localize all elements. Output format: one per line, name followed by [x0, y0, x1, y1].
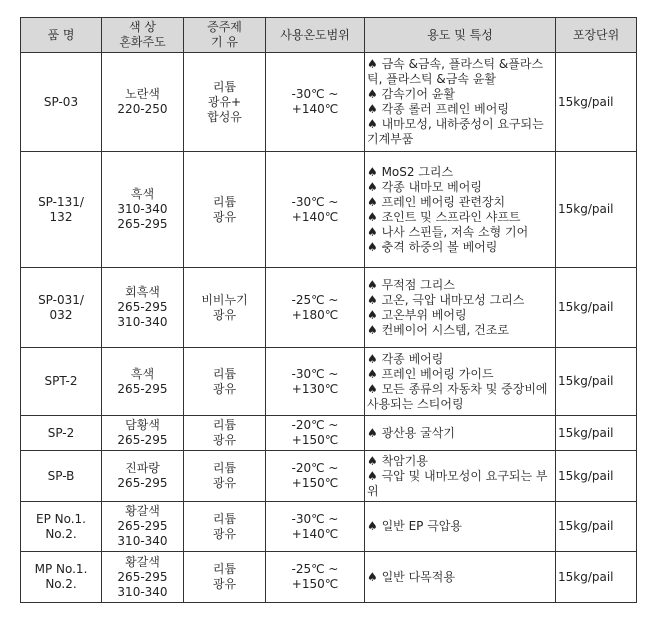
spec-table-wrapper — [20, 17, 637, 603]
table-row — [21, 416, 637, 451]
header-temperature-range: 사용온도범위 — [266, 18, 365, 53]
color-consistency: 진파랑 265-295 — [102, 451, 184, 502]
table-row — [21, 348, 637, 416]
header-thickener-base-oil: 증주제 기 유 — [184, 18, 266, 53]
usage-item: ♠ 일반 다목적용 — [367, 569, 455, 584]
table-row — [21, 451, 637, 502]
color-consistency: 회흑색 265-295 310-340 — [102, 268, 184, 348]
usage-item: ♠ 감속기어 윤활 — [367, 87, 455, 101]
packaging-unit: 15kg/pail — [556, 451, 637, 502]
usage-item: ♠ 각종 베어링 — [367, 351, 444, 366]
usage-item: ♠ 충격 하중의 볼 베어링 — [367, 239, 498, 254]
product-name: SP-B — [21, 451, 102, 502]
packaging-unit: 15kg/pail — [556, 53, 637, 152]
packaging-unit: 15kg/pail — [556, 416, 637, 451]
thickener-base-oil: 리튬 광유 — [184, 348, 266, 416]
usage-item: ♠ 착암기용 — [367, 453, 428, 468]
header-packaging-unit: 포장단위 — [556, 18, 637, 53]
table-row — [21, 552, 637, 603]
packaging-unit: 15kg/pail — [556, 552, 637, 603]
thickener-base-oil: 리튬 광유 — [184, 152, 266, 268]
usage-item: ♠ 일반 EP 극압용 — [367, 519, 462, 533]
usage-features — [365, 502, 556, 552]
usage-item: ♠ MoS2 그리스 — [367, 164, 454, 179]
product-name: SP-131/ 132 — [21, 152, 102, 268]
usage-features — [365, 348, 556, 416]
usage-item: ♠ 프레인 베어링 가이드 — [367, 366, 494, 381]
product-name: SPT-2 — [21, 348, 102, 416]
product-name: SP-03 — [21, 53, 102, 152]
temperature-range: -30℃ ~ +130℃ — [266, 348, 365, 416]
usage-item: ♠ 무적점 그리스 — [367, 277, 455, 292]
usage-features — [365, 268, 556, 348]
usage-item: ♠ 금속 &금속, 플라스틱 &플라스틱, 플라스틱 &금속 윤활 — [367, 57, 544, 86]
packaging-unit: 15kg/pail — [556, 268, 637, 348]
usage-item: ♠ 고온부위 베어링 — [367, 307, 467, 322]
thickener-base-oil: 리튬 광유 — [184, 451, 266, 502]
color-consistency: 흑색 310-340 265-295 — [102, 152, 184, 268]
usage-item: ♠ 각종 내마모 베어링 — [367, 179, 482, 194]
product-name: EP No.1. No.2. — [21, 502, 102, 552]
temperature-range: -25℃ ~ +180℃ — [266, 268, 365, 348]
usage-features — [365, 552, 556, 603]
usage-item: ♠ 광산용 굴삭기 — [367, 425, 455, 440]
color-consistency: 흑색 265-295 — [102, 348, 184, 416]
usage-item: ♠ 내마모성, 내하중성이 요구되는 기계부품 — [367, 117, 544, 146]
temperature-range: -20℃ ~ +150℃ — [266, 451, 365, 502]
header-color-consistency: 색 상 혼화주도 — [102, 18, 184, 53]
product-name: MP No.1. No.2. — [21, 552, 102, 603]
packaging-unit: 15kg/pail — [556, 502, 637, 552]
thickener-base-oil: 리튬 광유 — [184, 552, 266, 603]
usage-item: ♠ 조인트 및 스프라인 샤프트 — [367, 209, 521, 224]
usage-features — [365, 451, 556, 502]
usage-item: ♠ 각종 롤러 프레인 베어링 — [367, 102, 509, 116]
header-usage-features: 용도 및 특성 — [365, 18, 556, 53]
temperature-range: -30℃ ~ +140℃ — [266, 502, 365, 552]
color-consistency: 담황색 265-295 — [102, 416, 184, 451]
temperature-range: -25℃ ~ +150℃ — [266, 552, 365, 603]
thickener-base-oil: 리튬 광유+ 합성유 — [184, 53, 266, 152]
usage-item: ♠ 나사 스핀들, 저속 소형 기어 — [367, 224, 529, 239]
thickener-base-oil: 리튬 광유 — [184, 502, 266, 552]
packaging-unit: 15kg/pail — [556, 348, 637, 416]
product-name: SP-2 — [21, 416, 102, 451]
usage-item: ♠ 고온, 극압 내마모성 그리스 — [367, 292, 525, 307]
header-product-name: 품 명 — [21, 18, 102, 53]
color-consistency: 황갈색 265-295 310-340 — [102, 552, 184, 603]
packaging-unit: 15kg/pail — [556, 152, 637, 268]
color-consistency: 황갈색 265-295 310-340 — [102, 502, 184, 552]
table-row — [21, 268, 637, 348]
usage-item: ♠ 컨베이어 시스템, 건조로 — [367, 322, 509, 337]
table-row — [21, 152, 637, 268]
usage-item: ♠ 프레인 베어링 관련장치 — [367, 194, 506, 209]
thickener-base-oil: 비비누기 광유 — [184, 268, 266, 348]
temperature-range: -30℃ ~ +140℃ — [266, 53, 365, 152]
usage-features — [365, 53, 556, 152]
thickener-base-oil: 리튬 광유 — [184, 416, 266, 451]
usage-item: ♠ 극압 및 내마모성이 요구되는 부위 — [367, 468, 548, 498]
usage-features — [365, 152, 556, 268]
usage-item: ♠ 모든 종류의 자동차 및 중장비에 사용되는 스티어링 — [367, 381, 548, 411]
header-row — [21, 18, 637, 53]
table-row — [21, 502, 637, 552]
temperature-range: -20℃ ~ +150℃ — [266, 416, 365, 451]
temperature-range: -30℃ ~ +140℃ — [266, 152, 365, 268]
usage-features — [365, 416, 556, 451]
product-name: SP-031/ 032 — [21, 268, 102, 348]
color-consistency: 노란색 220-250 — [102, 53, 184, 152]
grease-spec-table — [20, 17, 637, 603]
table-row — [21, 53, 637, 152]
